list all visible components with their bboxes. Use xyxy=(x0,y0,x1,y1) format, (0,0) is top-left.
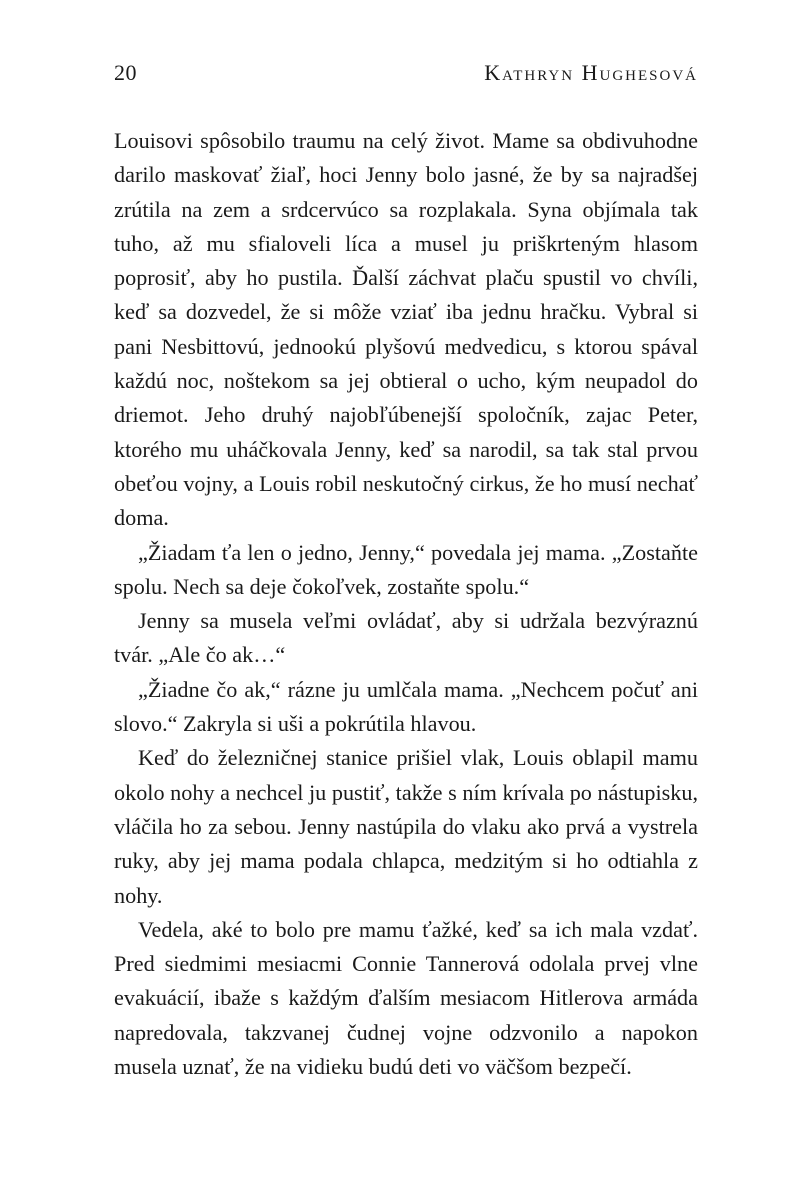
paragraph: Jenny sa musela veľmi ovládať, aby si udržala bezvýraznú tvár. „Ale čo ak…“ xyxy=(114,608,698,668)
paragraph: „Žiadam ťa len o jedno, Jenny,“ povedala jej mama. „Zostaňte spolu. Nech sa deje čokoľvek, zostaňte spolu.“ xyxy=(114,539,698,599)
body-text xyxy=(114,124,698,1084)
page-number: 20 xyxy=(114,60,137,85)
paragraph: Keď do železničnej stanice prišiel vlak, Louis oblapil mamu okolo nohy a nechcel ju pustiť, takže s ním krívala po nástupisku, vláčila ho za sebou. Jenny nastúpila do vlaku ako prvá a vystrela ruky, aby jej mama podala chlapca, medzitým si ho odtiahla z nohy. xyxy=(114,745,698,908)
page-header xyxy=(114,60,698,92)
paragraph: Vedela, aké to bolo pre mamu ťažké, keď sa ich mala vzdať. Pred siedmimi mesiacmi Connie Tannerová odolala prvej vlne evakuácií, ibaže s každým ďalším mesiacom Hitlerova armáda napredovala, takzvanej čudnej vojne odzvonilo a napokon musela uznať, že na vidieku budú deti vo väčšom bezpečí. xyxy=(114,916,698,1080)
paragraph: Louisovi spôsobilo traumu na celý život. Mame sa obdivuhodne darilo maskovať žiaľ, hoci Jenny bolo jasné, že by sa najradšej zrútila na zem a srdcervúco sa rozplakala. Syna objímala tak tuho, až mu sfialoveli líca a musel ju priškrteným hlasom poprosiť, aby ho pustila. Ďalší záchvat plaču spustil vo chvíli, keď sa dozvedel, že si môže vziať iba jednu hračku. Vybral si pani Nesbittovú, jednookú plyšovú medvedicu, s ktorou spával každú noc, noštekom sa jej obtieral o ucho, kým neupadol do driemot. Jeho druhý najobľúbenejší spoločník, zajac Peter, ktorého mu uháčkovala Jenny, keď sa narodil, sa tak stal prvou obeťou vojny, a Louis robil neskutočný cirkus, že ho musí nechať doma. xyxy=(114,128,698,531)
running-head-author: Kathryn Hughesová xyxy=(484,60,698,85)
paragraph: „Žiadne čo ak,“ rázne ju umlčala mama. „Nechcem počuť ani slovo.“ Zakryla si uši a pokrútila hlavou. xyxy=(114,676,698,737)
